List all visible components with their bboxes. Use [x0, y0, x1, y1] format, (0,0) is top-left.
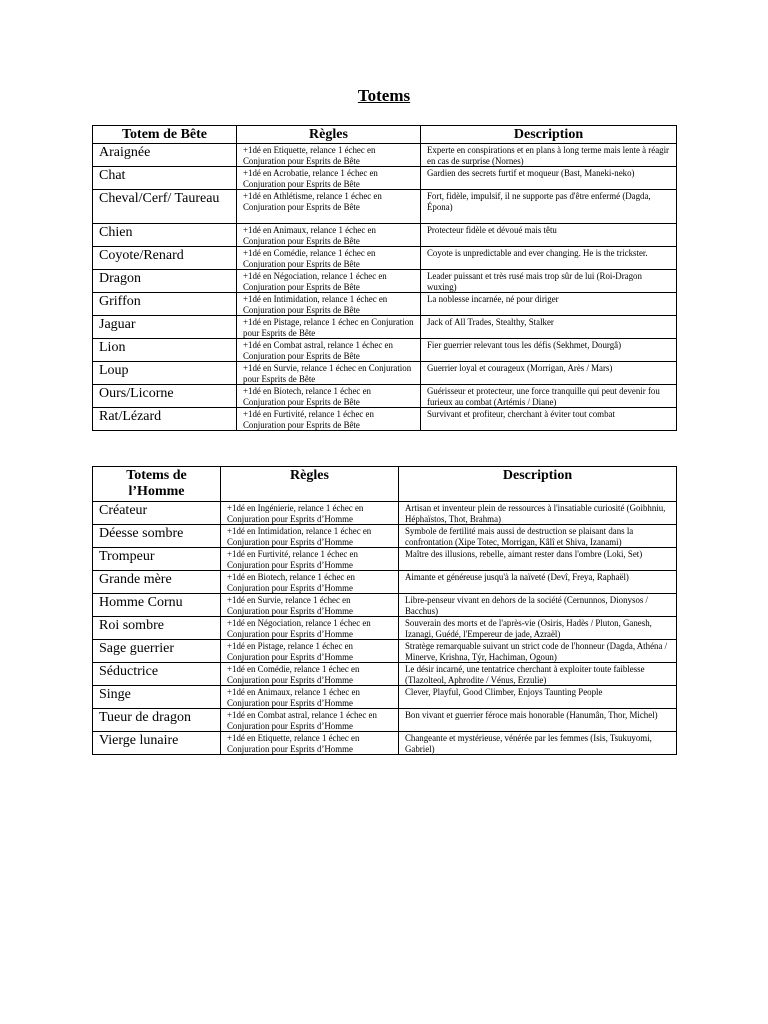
totem-name-cell: Déesse sombre: [93, 525, 221, 548]
column-header: Totem de Bête: [93, 126, 237, 144]
rule-cell: +1dé en Biotech, relance 1 échec en Conjuration pour Esprits d’Homme: [221, 571, 399, 594]
rule-cell: +1dé en Acrobatie, relance 1 échec en Conjuration pour Esprits de Bête: [237, 167, 421, 190]
rule-cell: +1dé en Etiquette, relance 1 échec en Conjuration pour Esprits d’Homme: [221, 732, 399, 755]
description-cell: La noblesse incarnée, né pour diriger: [421, 293, 677, 316]
totem-name-cell: Jaguar: [93, 316, 237, 339]
description-cell: Fort, fidèle, impulsif, il ne supporte pas d'être enfermé (Dagda, Épona): [421, 190, 677, 224]
totem-name-cell: Homme Cornu: [93, 594, 221, 617]
table-row: [93, 686, 677, 709]
rule-cell: +1dé en Furtivité, relance 1 échec en Conjuration pour Esprits de Bête: [237, 408, 421, 431]
rule-cell: +1dé en Biotech, relance 1 échec en Conjuration pour Esprits de Bête: [237, 385, 421, 408]
description-cell: Maître des illusions, rebelle, aimant rester dans l'ombre (Loki, Set): [399, 548, 677, 571]
totem-name-cell: Rat/Lézard: [93, 408, 237, 431]
rule-cell: +1dé en Comédie, relance 1 échec en Conjuration pour Esprits d’Homme: [221, 663, 399, 686]
totem-name-cell: Chien: [93, 224, 237, 247]
description-cell: Libre-penseur vivant en dehors de la société (Cernunnos, Dionysos / Bacchus): [399, 594, 677, 617]
table-row: [93, 617, 677, 640]
table-row: [93, 270, 677, 293]
column-header: Description: [399, 467, 677, 502]
table-row: [93, 594, 677, 617]
totem-name-cell: Dragon: [93, 270, 237, 293]
totem-name-cell: Singe: [93, 686, 221, 709]
totem-name-cell: Tueur de dragon: [93, 709, 221, 732]
description-cell: Guérisseur et protecteur, une force tranquille qui peut devenir fou furieux au combat (Artémis / Diane): [421, 385, 677, 408]
totem-name-cell: Araignée: [93, 144, 237, 167]
description-cell: Coyote is unpredictable and ever changing. He is the trickster.: [421, 247, 677, 270]
rule-cell: +1dé en Furtivité, relance 1 échec en Conjuration pour Esprits d’Homme: [221, 548, 399, 571]
totem-name-cell: Trompeur: [93, 548, 221, 571]
rule-cell: +1dé en Intimidation, relance 1 échec en Conjuration pour Esprits de Bête: [237, 293, 421, 316]
description-cell: Protecteur fidèle et dévoué mais têtu: [421, 224, 677, 247]
rule-cell: +1dé en Athlétisme, relance 1 échec en Conjuration pour Esprits de Bête: [237, 190, 421, 224]
table-row: [93, 548, 677, 571]
table-row: [93, 502, 677, 525]
totem-name-cell: Créateur: [93, 502, 221, 525]
rule-cell: +1dé en Négociation, relance 1 échec en Conjuration pour Esprits d’Homme: [221, 617, 399, 640]
table-row: [93, 640, 677, 663]
description-cell: Clever, Playful, Good Climber, Enjoys Taunting People: [399, 686, 677, 709]
description-cell: Experte en conspirations et en plans à long terme mais lente à réagir en cas de surprise (Nornes): [421, 144, 677, 167]
table-row: [93, 144, 677, 167]
table-row: [93, 247, 677, 270]
description-cell: Survivant et profiteur, cherchant à éviter tout combat: [421, 408, 677, 431]
table-row: [93, 293, 677, 316]
table-row: [93, 316, 677, 339]
description-cell: Bon vivant et guerrier féroce mais honorable (Hanumân, Thor, Michel): [399, 709, 677, 732]
table-row: [93, 385, 677, 408]
beast-totems-table: [92, 125, 677, 431]
totem-name-cell: Coyote/Renard: [93, 247, 237, 270]
rule-cell: +1dé en Survie, relance 1 échec en Conjuration pour Esprits d’Homme: [221, 594, 399, 617]
table-row: [93, 709, 677, 732]
description-cell: Stratège remarquable suivant un strict code de l'honneur (Dagda, Athéna / Minerve, Krishna, Týr, Hachiman, Ogoun): [399, 640, 677, 663]
rule-cell: +1dé en Etiquette, relance 1 échec en Conjuration pour Esprits de Bête: [237, 144, 421, 167]
rule-cell: +1dé en Animaux, relance 1 échec en Conjuration pour Esprits de Bête: [237, 224, 421, 247]
description-cell: Changeante et mystérieuse, vénérée par les femmes (Isis, Tsukuyomi, Gabriel): [399, 732, 677, 755]
description-cell: Souverain des morts et de l'après-vie (Osiris, Hadès / Pluton, Ganesh, Izanagi, Guédé, l'Empereur de jade, Azraël): [399, 617, 677, 640]
totem-name-cell: Cheval/Cerf/ Taureau: [93, 190, 237, 224]
rule-cell: +1dé en Pistage, relance 1 échec en Conjuration pour Esprits de Bête: [237, 316, 421, 339]
totem-name-cell: Séductrice: [93, 663, 221, 686]
description-cell: Jack of All Trades, Stealthy, Stalker: [421, 316, 677, 339]
totem-name-cell: Ours/Licorne: [93, 385, 237, 408]
totem-name-cell: Roi sombre: [93, 617, 221, 640]
rule-cell: +1dé en Négociation, relance 1 échec en Conjuration pour Esprits de Bête: [237, 270, 421, 293]
table-row: [93, 408, 677, 431]
table-row: [93, 732, 677, 755]
column-header: Description: [421, 126, 677, 144]
table-row: [93, 362, 677, 385]
rule-cell: +1dé en Combat astral, relance 1 échec en Conjuration pour Esprits d’Homme: [221, 709, 399, 732]
description-cell: Fier guerrier relevant tous les défis (Sekhmet, Dourgâ): [421, 339, 677, 362]
description-cell: Artisan et inventeur plein de ressources à l'insatiable curiosité (Goibhniu, Héphaïstos, Thot, Brahma): [399, 502, 677, 525]
description-cell: Leader puissant et très rusé mais trop sûr de lui (Roi-Dragon wuxing): [421, 270, 677, 293]
table-header-row: [93, 467, 677, 502]
description-cell: Gardien des secrets furtif et moqueur (Bast, Maneki-neko): [421, 167, 677, 190]
rule-cell: +1dé en Pistage, relance 1 échec en Conjuration pour Esprits d’Homme: [221, 640, 399, 663]
description-cell: Guerrier loyal et courageux (Morrigan, Arès / Mars): [421, 362, 677, 385]
rule-cell: +1dé en Intimidation, relance 1 échec en Conjuration pour Esprits d’Homme: [221, 525, 399, 548]
totem-name-cell: Vierge lunaire: [93, 732, 221, 755]
table-row: [93, 525, 677, 548]
table-row: [93, 339, 677, 362]
description-cell: Le désir incarné, une tentatrice cherchant à exploiter toute faiblesse (Tlazolteol, Aphrodite / Vénus, Erzulie): [399, 663, 677, 686]
man-totems-table: [92, 466, 677, 755]
table-row: [93, 663, 677, 686]
column-header: Totems de l’Homme: [93, 467, 221, 502]
table-row: [93, 571, 677, 594]
rule-cell: +1dé en Ingénierie, relance 1 échec en Conjuration pour Esprits d’Homme: [221, 502, 399, 525]
rule-cell: +1dé en Animaux, relance 1 échec en Conjuration pour Esprits d’Homme: [221, 686, 399, 709]
page-title: Totems: [357, 86, 411, 105]
rule-cell: +1dé en Comédie, relance 1 échec en Conjuration pour Esprits de Bête: [237, 247, 421, 270]
totem-name-cell: Grande mère: [93, 571, 221, 594]
totem-name-cell: Lion: [93, 339, 237, 362]
description-cell: Aimante et généreuse jusqu'à la naïveté (Devî, Freya, Raphaël): [399, 571, 677, 594]
rule-cell: +1dé en Survie, relance 1 échec en Conjuration pour Esprits de Bête: [237, 362, 421, 385]
column-header: Règles: [221, 467, 399, 502]
totem-name-cell: Chat: [93, 167, 237, 190]
totem-name-cell: Sage guerrier: [93, 640, 221, 663]
description-cell: Symbole de fertilité mais aussi de destruction se plaisant dans la confrontation (Xipe Totec, Morrigan, Kâlî et Shiva, Izanami): [399, 525, 677, 548]
table-row: [93, 224, 677, 247]
table-row: [93, 167, 677, 190]
table-header-row: [93, 126, 677, 144]
rule-cell: +1dé en Combat astral, relance 1 échec en Conjuration pour Esprits de Bête: [237, 339, 421, 362]
totem-name-cell: Loup: [93, 362, 237, 385]
totem-name-cell: Griffon: [93, 293, 237, 316]
table-row: [93, 190, 677, 224]
column-header: Règles: [237, 126, 421, 144]
